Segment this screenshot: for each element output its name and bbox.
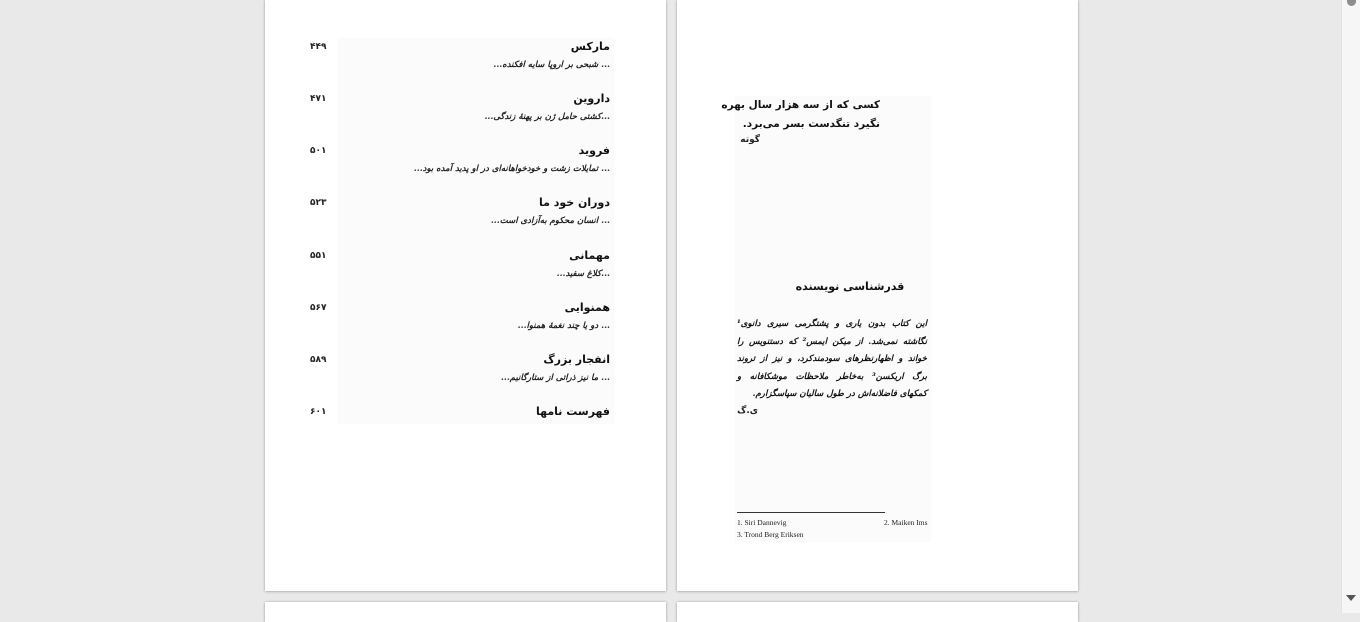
author-initials: ی.گ bbox=[737, 406, 758, 416]
toc-entry-subtitle: ... تمایلات زشت و خودخواهانه‌ای در او پدید آمده بود... bbox=[413, 164, 610, 174]
epigraph-line: نگیرد تنگدست بسر می‌برد. bbox=[742, 118, 880, 130]
pdf-page-next-left bbox=[265, 602, 666, 622]
toc-entry-title: دوران خود ما bbox=[538, 196, 610, 209]
document-viewer[interactable] bbox=[3, 0, 1341, 613]
pdf-page-acknowledgement bbox=[677, 0, 1078, 591]
toc-entry-page-number: ۴۷۱ bbox=[310, 94, 327, 104]
toc-entry-title: مارکس bbox=[570, 40, 610, 53]
toc-entry bbox=[310, 92, 610, 136]
vertical-scrollbar[interactable] bbox=[1341, 0, 1360, 613]
toc-entry-subtitle: ... شبحی بر اروپا سایه افکنده... bbox=[493, 60, 610, 70]
acknowledgement-heading: قدرشناسی نویسنده bbox=[795, 280, 905, 293]
toc-entry bbox=[310, 405, 610, 449]
footnote: 3. Trond Berg Eriksen bbox=[737, 530, 804, 539]
toc-entry-page-number: ۵۰۱ bbox=[310, 146, 327, 156]
toc-entry-subtitle: ... انسان محکوم به‌آزادی است... bbox=[490, 216, 610, 226]
toc-entry-page-number: ۵۵۱ bbox=[310, 251, 327, 261]
toc-entry-title: مهمانی bbox=[569, 249, 610, 262]
toc-entry-page-number: ۵۶۷ bbox=[310, 303, 327, 313]
toc-entry-page-number: ۵۸۹ bbox=[310, 355, 327, 365]
toc-entry-page-number: ۶۰۱ bbox=[310, 407, 327, 417]
scrollbar-thumb[interactable] bbox=[1347, 0, 1356, 6]
epigraph bbox=[720, 96, 880, 134]
toc-entry-page-number: ۴۴۹ bbox=[310, 42, 327, 52]
toc-entry-title: داروین bbox=[573, 92, 610, 105]
toc-entry-subtitle: ... دو یا چند نغمهٔ همنوا... bbox=[517, 321, 610, 331]
toc-entry bbox=[310, 301, 610, 345]
toc-entry bbox=[310, 353, 610, 397]
pdf-page-next-right bbox=[677, 602, 1078, 622]
toc-entry-title: فروید bbox=[578, 144, 610, 157]
toc-entry-title: همنوایی bbox=[564, 301, 610, 314]
toc-entry bbox=[310, 144, 610, 188]
toc-entry bbox=[310, 249, 610, 293]
toc-entry-page-number: ۵۲۳ bbox=[310, 198, 327, 208]
acknowledgement-body: این کتاب بدون یاری و پشتگرمی سیری دانوی¹ نگاشته نمی‌شد. از میکن ایمس² که دستنویس را خواند و اظهارنظرهای سودمندکرد، و نیز از تروند برگ اریکسن³ به‌خاطر ملاحظات موشکافانه و کمکهای فاضلانه‌اش در طول سالیان سپاسگزارم. bbox=[737, 319, 928, 399]
toc-entry-subtitle: ...کلاغ سفید... bbox=[556, 269, 610, 279]
scroll-down-arrow-icon[interactable] bbox=[1346, 595, 1356, 601]
toc-entry-title: فهرست نامها bbox=[535, 405, 610, 418]
toc-entry-title: انفجار بزرگ bbox=[543, 353, 610, 366]
toc-entry bbox=[310, 196, 610, 240]
footnote: 2. Maiken Ims bbox=[884, 518, 928, 527]
epigraph-author: گوته bbox=[740, 135, 760, 145]
toc-entry bbox=[310, 40, 610, 84]
toc-entry-subtitle: ... ما نیز ذراتی از ستارگانیم... bbox=[500, 373, 610, 383]
footnote: 1. Siri Dannevig bbox=[737, 518, 787, 527]
footnote-divider bbox=[737, 512, 885, 513]
toc-entry-subtitle: ...کشتی حامل ژن بر پهنهٔ زندگی... bbox=[484, 112, 610, 122]
pdf-page-toc bbox=[265, 0, 666, 591]
epigraph-line: کسی که از سه هزار سال بهره bbox=[721, 99, 880, 111]
